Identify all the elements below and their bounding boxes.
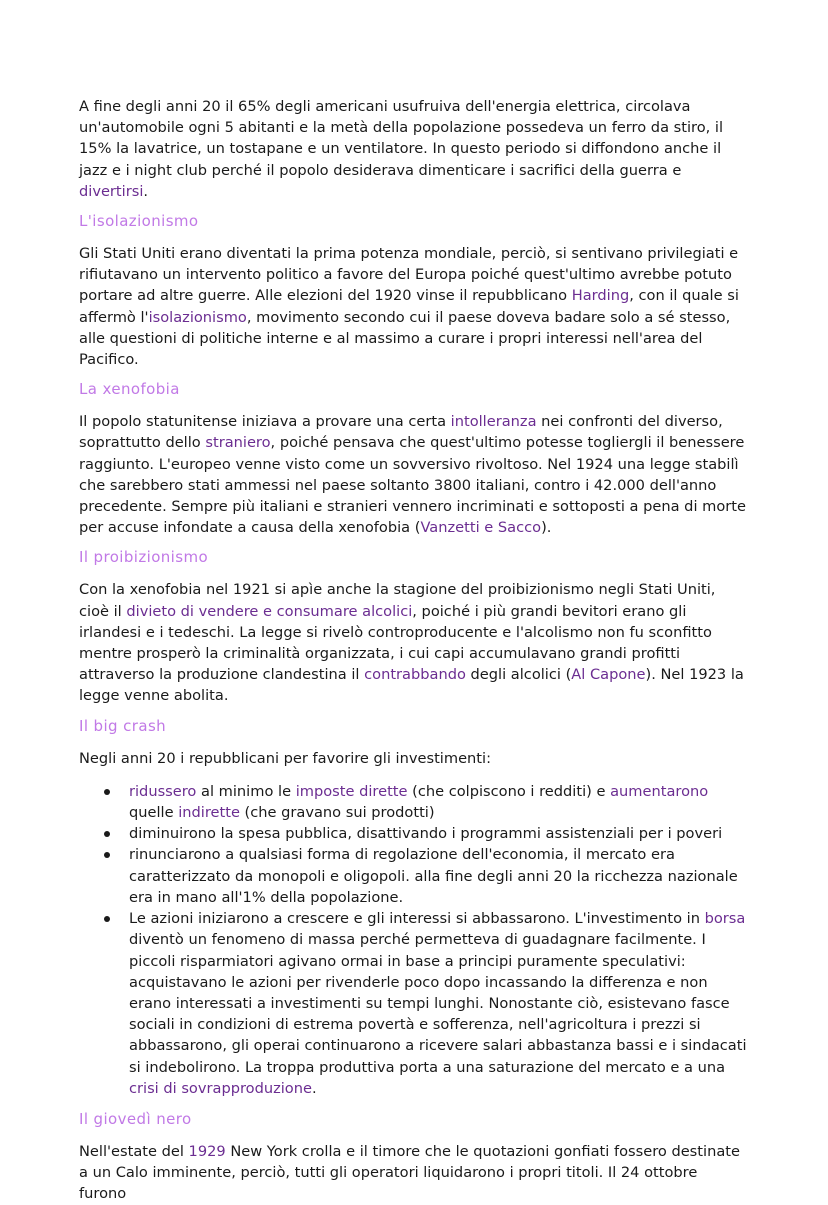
highlight-aumentarono: aumentarono: [610, 782, 709, 800]
text-span: Le azioni iniziarono a crescere e gli interessi si abbassarono. L'investimento in: [129, 910, 705, 928]
text-span: .: [311, 1079, 317, 1097]
text-span: , poiché i più grandi bevitori erano gli irlandesi e i tedeschi. La legge si rivelò controproducente e l'alcolismo non fu sconfitto mentre prosperò la criminalità organizzata, i cui capi accumulavano grandi profitti attraverso la produzione clandestina il: [79, 602, 712, 684]
list-item: [79, 844, 748, 908]
list-item: [79, 823, 748, 844]
heading-isolazionismo: L'isolazionismo: [79, 212, 199, 231]
heading-xenofobia: La xenofobia: [79, 380, 180, 399]
highlight-crisi-sovrapproduzione: crisi di sovrapproduzione: [129, 1079, 312, 1097]
bullet-icon: [104, 831, 110, 837]
paragraph-xenofobia: [79, 411, 748, 538]
highlight-divertirsi: divertirsi: [79, 182, 144, 200]
section-big-crash: [79, 716, 748, 1099]
heading-big-crash: Il big crash: [79, 716, 167, 735]
intro-text-end: .: [143, 182, 149, 200]
text-span: New York crolla e il timore che le quotazioni gonfiati fossero destinate a un Calo imminente, perciò, tutti gli operatori liquidarono i propri titoli. Il 24 ottobre furono: [79, 1142, 740, 1203]
heading-proibizionismo: Il proibizionismo: [79, 548, 209, 567]
intro-paragraph: [79, 96, 748, 202]
paragraph-proibizionismo: [79, 579, 748, 706]
highlight-vanzetti-sacco: Vanzetti e Sacco: [420, 519, 542, 537]
list-item: [79, 781, 748, 823]
highlight-harding: Harding: [571, 287, 630, 305]
text-span: degli alcolici (: [465, 666, 572, 684]
highlight-intolleranza: intolleranza: [450, 413, 537, 431]
text-span: quelle: [129, 804, 179, 822]
text-span: Con la xenofobia nel 1921 si apìe anche la stagione del proibizionismo negli Stati Uniti, cioè il: [79, 581, 716, 620]
text-span: , movimento secondo cui il paese doveva badare solo a sé stesso, alle questioni di politiche interne e al massimo a curare i propri interessi nell'area del Pacifico.: [79, 308, 731, 369]
section-proibizionismo: [79, 547, 748, 706]
list-item: [79, 908, 748, 1099]
paragraph-giovedi-nero: [79, 1141, 748, 1205]
text-span: ). Nel 1923 la legge venne abolita.: [79, 666, 744, 705]
highlight-1929: 1929: [188, 1142, 226, 1160]
text-span: Gli Stati Uniti erano diventati la prima potenza mondiale, perciò, si sentivano privilegiati e rifiutavano un intervento politico a favore del Europa poiché quest'ultimo avrebbe potuto portare ad altre guerre. Alle elezioni del 1920 vinse il repubblicano: [79, 245, 739, 305]
paragraph-big-crash-lead: Negli anni 20 i repubblicani per favorire gli investimenti:: [79, 749, 491, 767]
text-span: (che colpiscono i redditi) e: [407, 782, 611, 800]
highlight-isolazionismo: isolazionismo: [148, 308, 247, 326]
highlight-contrabbando: contrabbando: [364, 666, 466, 684]
highlight-borsa: borsa: [704, 910, 746, 928]
text-span: ).: [541, 519, 552, 537]
highlight-al-capone: Al Capone: [571, 666, 646, 684]
section-xenofobia: [79, 379, 748, 538]
heading-giovedi-nero: Il giovedì nero: [79, 1109, 192, 1128]
bullet-icon: [104, 916, 110, 922]
text-span: al minimo le: [196, 782, 296, 800]
paragraph-isolazionismo: [79, 243, 748, 370]
text-span: (che gravano sui prodotti): [239, 804, 435, 822]
intro-text: A fine degli anni 20 il 65% degli americani usufruiva dell'energia elettrica, circolava un'automobile ogni 5 abitanti e la metà della popolazione possedeva un ferro da stiro, il 15% la lavatrice, un tostapane e un ventilatore. In questo periodo si diffondono anche il jazz e i night club perché il popolo desiderava dimenticare i sacrifici della guerra e: [79, 98, 724, 179]
section-giovedi-nero: [79, 1109, 748, 1205]
highlight-straniero: straniero: [205, 434, 271, 452]
text-span: , poiché pensava che quest'ultimo potesse togliergli il benessere raggiunto. L'europeo venne visto come un sovversivo rivoltoso. Nel 1924 una legge stabilì che sarebbero stati ammessi nel paese soltanto 3800 italiani, contro i 42.000 dell'anno precedente. Sempre più italiani e stranieri vennero incriminati e sottoposti a pena di morte per accuse infondate a causa della xenofobia (: [79, 434, 746, 537]
highlight-divieto: divieto di vendere e consumare alcolici: [126, 602, 413, 620]
bullet-icon: [104, 789, 110, 795]
text-span: nei confronti del diverso, soprattutto dello: [79, 413, 723, 452]
text-span: Il popolo statunitense iniziava a provare una certa: [79, 413, 451, 431]
text-span: diventò un fenomeno di massa perché permetteva di guadagnare facilmente. I piccoli risparmiatori agivano ormai in base a principi puramente speculativi: acquistavano le azioni per rivenderle poco dopo incassando la differenza e non erano interessati a investimenti su tempi lunghi. Nonostante ciò, esistevano fasce sociali in condizioni di estrema povertà e sofferenza, nell'agricoltura i prezzi si abbassarono, gli operai continuarono a ricevere salari abbastanza bassi e i sindacati si indebolirono. La troppa produttiva porta a una saturazione del mercato e a una: [129, 931, 747, 1076]
highlight-indirette: indirette: [178, 804, 240, 822]
text-span: , con il quale si affermò l': [79, 287, 739, 326]
text-span: Nell'estate del: [79, 1142, 189, 1160]
big-crash-list: [79, 781, 748, 1099]
section-isolazionismo: [79, 211, 748, 370]
text-span: diminuirono la spesa pubblica, disattivando i programmi assistenziali per i poveri: [129, 825, 723, 843]
highlight-ridussero: ridussero: [129, 782, 197, 800]
highlight-imposte-dirette: imposte dirette: [295, 782, 408, 800]
bullet-icon: [104, 852, 110, 858]
text-span: rinunciarono a qualsiasi forma di regolazione dell'economia, il mercato era caratterizzato da monopoli e oligopoli. alla fine degli anni 20 la ricchezza nazionale era in mano all'1% della popolazione.: [129, 846, 738, 906]
